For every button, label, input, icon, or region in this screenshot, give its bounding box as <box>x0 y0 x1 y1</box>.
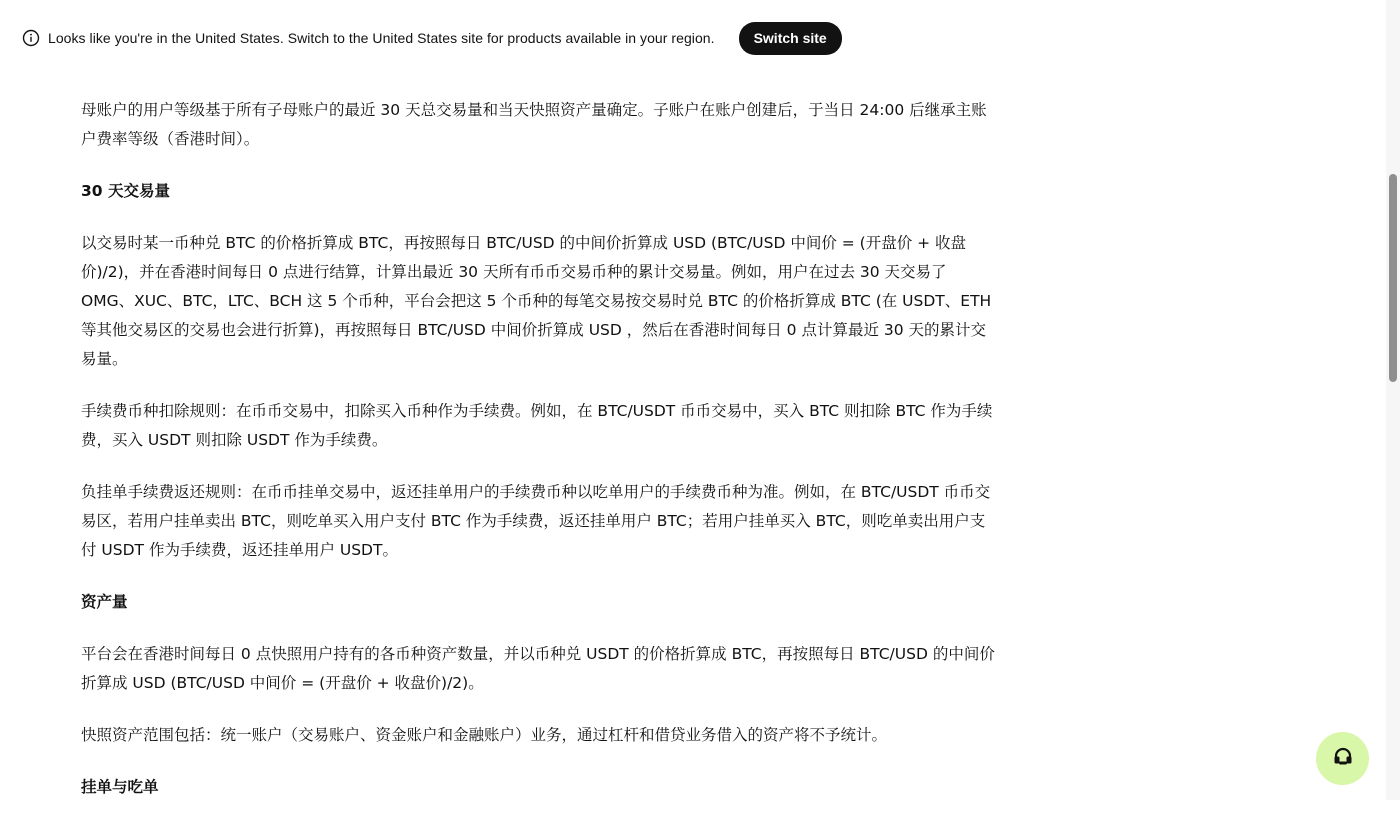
region-banner <box>0 0 1386 76</box>
banner-message: Looks like you're in the United States. Switch to the United States site for products available in your region. <box>48 30 715 46</box>
info-icon <box>22 29 40 47</box>
assets-paragraph: 平台会在香港时间每日 0 点快照用户持有的各币种资产数量，并以币种兑 USDT 的价格折算成 BTC，再按照每日 BTC/USD 的中间价折算成 USD (BTC/USD 中间价 = (开盘价 + 收盘价)/2)。 <box>81 645 995 692</box>
switch-site-button[interactable]: Switch site <box>739 22 842 55</box>
snapshot-paragraph: 快照资产范围包括：统一账户（交易账户、资金账户和金融账户）业务，通过杠杆和借贷业务借入的资产将不予统计。 <box>81 726 888 744</box>
volume-heading: 30 天交易量 <box>81 182 170 200</box>
fee-deduct-paragraph: 手续费币种扣除规则：在币币交易中，扣除买入币种作为手续费。例如，在 BTC/USDT 币币交易中，买入 BTC 则扣除 BTC 作为手续费，买入 USDT 则扣除 USDT 作为手续费。 <box>81 402 993 449</box>
maker-taker-heading: 挂单与吃单 <box>81 778 159 796</box>
support-chat-button[interactable] <box>1316 732 1369 785</box>
fee-rebate-paragraph: 负挂单手续费返还规则：在币币挂单交易中，返还挂单用户的手续费币种以吃单用户的手续费币种为准。例如，在 BTC/USDT 币币交易区，若用户挂单卖出 BTC，则吃单买入用户支付 BTC 作为手续费，返还挂单用户 BTC；若用户挂单买入 BTC，则吃单卖出用户支付 USDT 作为手续费，返还挂单用户 USDT。 <box>81 483 991 559</box>
scrollbar-thumb[interactable] <box>1389 174 1397 382</box>
intro-paragraph: 母账户的用户等级基于所有子母账户的最近 30 天总交易量和当天快照资产量确定。子账户在账户创建后，于当日 24:00 后继承主账户费率等级（香港时间）。 <box>81 101 987 148</box>
page-scrollbar[interactable] <box>1386 0 1400 800</box>
headset-icon <box>1332 747 1354 771</box>
article-content <box>81 96 996 825</box>
volume-paragraph: 以交易时某一币种兑 BTC 的价格折算成 BTC，再按照每日 BTC/USD 的中间价折算成 USD (BTC/USD 中间价 = (开盘价 + 收盘价)/2)，并在香港时间每日 0 点进行结算，计算出最近 30 天所有币币交易币种的累计交易量。例如，用户在过去 30 天交易了 OMG、XUC、BTC，LTC、BCH 这 5 个币种，平台会把这 5 个币种的每笔交易按交易时兑 BTC 的价格折算成 BTC (在 USDT、ETH 等其他交易区的交易也会进行折算)，再按照每日 BTC/USD 中间价折算成 USD ，然后在香港时间每日 0 点计算最近 30 天的累计交易量。 <box>81 234 992 368</box>
assets-heading: 资产量 <box>81 593 128 611</box>
